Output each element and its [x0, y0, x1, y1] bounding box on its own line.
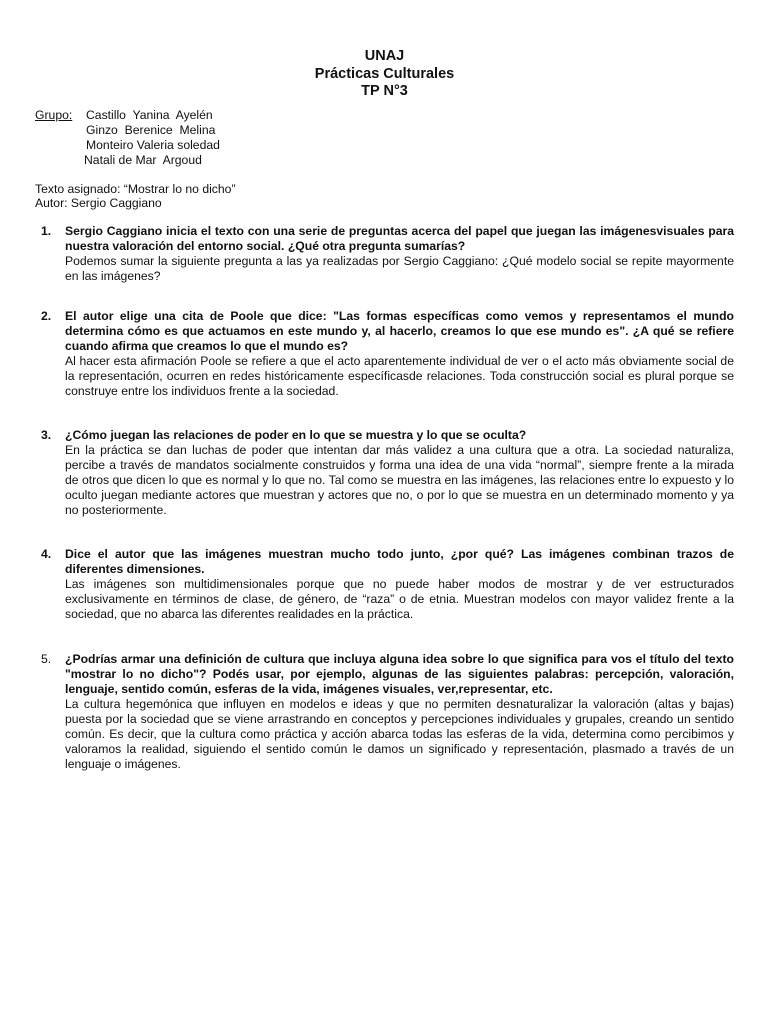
question-number: 4.: [41, 546, 52, 561]
assigned-text: Texto asignado: “Mostrar lo no dicho”: [35, 181, 236, 196]
group-member: Monteiro Valeria soledad: [86, 137, 220, 152]
question-number: 5.: [41, 651, 52, 666]
question-item: [35, 428, 734, 518]
author-line: Autor: Sergio Caggiano: [35, 196, 162, 210]
answer-text: Las imágenes son multidimensionales porque que no puede haber modos de mostrar y de ver estructurados exclusivamente en términos de clase, de género, de “raza” o de etnia. Muestran modelos con mayor validez frente a la sociedad, que no abarca las diferentes realidades en la práctica.: [65, 576, 734, 621]
group-label: Grupo:: [35, 107, 73, 122]
question-item: [35, 547, 734, 622]
question-text: El autor elige una cita de Poole que dice: "Las formas específicas como vemos y representamos el mundo determina cómo es que actuamos en este mundo y, al hacerlo, creamos lo que ese mundo es". ¿A qué se refiere cuando afirma que creamos lo que el mundo es?: [65, 308, 734, 353]
question-number: 1.: [41, 223, 52, 238]
question-number: 2.: [41, 308, 52, 323]
question-number: 3.: [41, 427, 52, 442]
group-members: [86, 108, 734, 168]
question-item: [35, 309, 734, 399]
answer-text: Al hacer esta afirmación Poole se refiere a que el acto aparentemente individual de ver o el acto más obviamente social de la representación, ocurren en redes históricamente específicasde relaciones. Toda construcción social es plural porque se construye entre los individuos frente a la sociedad.: [65, 353, 734, 398]
answer-text: La cultura hegemónica que influyen en modelos e ideas y que no permiten desnaturalizar la valoración (altas y bajas) puesta por la sociedad que se viene arrastrando en conceptos y percepciones individuales y grupales, creando un sentido común. Es decir, que la cultura como práctica y acción abarca todas las esferas de la vida, determina como percibimos y valoramos la realidad, siguiendo el sentido común le damos un significado y representación, plasmado a través de un lenguaje o imágenes.: [65, 696, 734, 771]
question-item: [35, 224, 734, 284]
group-section: [35, 108, 734, 168]
assignment-title: TP N°3: [361, 83, 408, 99]
question-text: Sergio Caggiano inicia el texto con una serie de preguntas acerca del papel que juegan las imágenesvisuales para nuestra valoración del entorno social. ¿Qué otra pregunta sumarías?: [65, 223, 734, 253]
document-header: [35, 0, 734, 101]
question-text: ¿Cómo juegan las relaciones de poder en lo que se muestra y lo que se oculta?: [65, 427, 527, 442]
answer-text: En la práctica se dan luchas de poder que intentan dar más validez a una cultura que a otra. La sociedad naturaliza, percibe a través de mandatos socialmente construidos y forma una idea de una vida “normal”, siempre frente a la mirada de otros que dicen lo que es normal y lo que no. Tal como se muestra en las imágenes, las relaciones entre lo expuesto y lo oculto juegan mediante actores que muestran y actores que no, o por lo que se muestra en un determinado momento y ya no posteriormente.: [65, 442, 734, 517]
question-item: [35, 652, 734, 772]
question-list: [35, 224, 734, 772]
question-text: ¿Podrías armar una definición de cultura que incluya alguna idea sobre lo que significa para vos el título del texto "mostrar lo no dicho"? Podés usar, por ejemplo, algunas de las siguientes palabras: percepción, valoración, lenguaje, sentido común, esferas de la vida, imágenes visuales, ver,representar, etc.: [65, 651, 734, 696]
institution-title: UNAJ: [364, 48, 405, 64]
assignment-meta: [35, 182, 734, 211]
question-text: Dice el autor que las imágenes muestran mucho todo junto, ¿por qué? Las imágenes combinan trazos de diferentes dimensiones.: [65, 546, 734, 576]
answer-text: Podemos sumar la siguiente pregunta a las ya realizadas por Sergio Caggiano: ¿Qué modelo social se repite mayormente en las imágenes?: [65, 253, 734, 283]
group-member: Castillo Yanina Ayelén: [86, 107, 213, 122]
group-member: Natali de Mar Argoud: [84, 152, 202, 167]
group-member: Ginzo Berenice Melina: [86, 122, 216, 137]
course-title: Prácticas Culturales: [314, 65, 455, 82]
